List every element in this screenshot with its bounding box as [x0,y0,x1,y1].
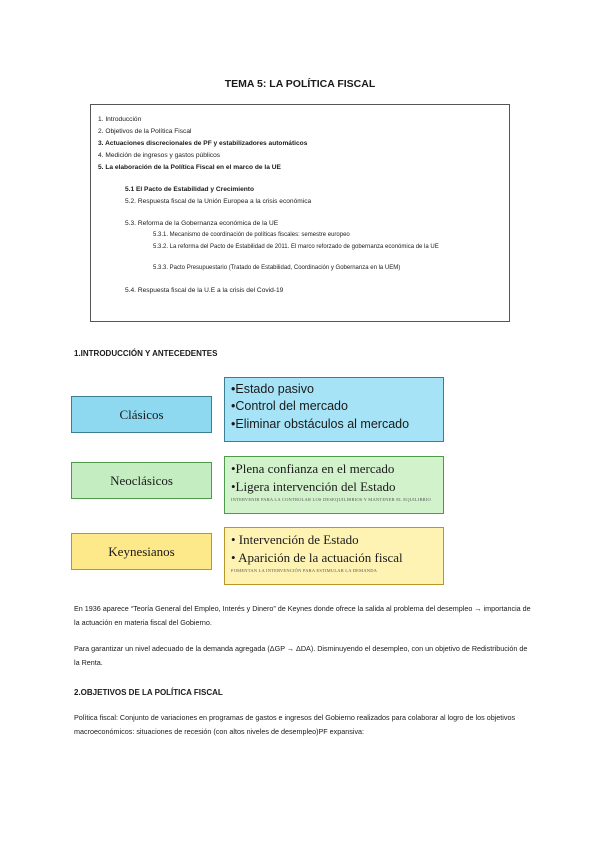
keynesians-description-box [224,527,444,585]
document-title: TEMA 5: LA POLÍTICA FISCAL [224,78,376,90]
classics-label-box: Clásicos [71,396,212,433]
toc-item: 5.3.3. Pacto Presupuestario (Tratado de Estabilidad, Coordinación y Gobernanza en la UEM) [153,265,401,271]
classics-item: •Estado pasivo [231,382,314,396]
toc-item: 5.3.1. Mecanismo de coordinación de políticas fiscales: semestre europeo [153,232,350,238]
classics-item: •Eliminar obstáculos al mercado [231,416,410,431]
toc-item: 5.1 El Pacto de Estabilidad y Crecimiento [125,186,254,193]
neoclassics-label-box: Neoclásicos [71,462,212,499]
toc-item: 5.3.2. La reforma del Pacto de Estabilidad de 2011. El marco reforzado de gobernanza económica de la UE [153,244,439,250]
table-of-contents [90,104,510,322]
toc-item: 5.4. Respuesta fiscal de la U.E a la crisis del Covid-19 [125,287,284,294]
toc-item: 3. Actuaciones discrecionales de PF y estabilizadores automáticos [98,140,308,147]
paragraph: En 1936 aparece “Teoría General del Empleo, Interés y Dinero” de Keynes donde ofrece la salida al problema del desempleo → importancia de la actuación en materia fiscal del Gobierno. [74,604,531,627]
neoclassics-item: •Ligera intervención del Estado [231,478,396,494]
neoclassics-note: INTERVENIR PARA LA CONTROLAR LOS DESEQUILIBRIOS Y MANTENER EL EQUILIBRIO [231,496,431,502]
keynesians-item: • Aparición de la actuación fiscal [231,549,403,565]
neoclassics-description-box [224,456,444,514]
keynesians-item: • Intervención de Estado [231,532,359,547]
toc-item: 5. La elaboración de la Política Fiscal en el marco de la UE [98,164,281,171]
section-heading: 2.OBJETIVOS DE LA POLÍTICA FISCAL [74,688,223,697]
toc-item: 1. Introducción [98,116,142,123]
toc-item: 4. Medición de ingresos y gastos públicos [98,152,221,159]
neoclassics-item: •Plena confianza en el mercado [231,461,395,476]
toc-item: 5.3. Reforma de la Gobernanza económica de la UE [125,220,279,227]
keynesians-note: FOMENTAN LA INTERVENCIÓN PARA ESTIMULAR LA DEMANDA [231,567,378,573]
classics-description-box [224,377,444,442]
toc-item: 5.2. Respuesta fiscal de la Unión Europea a la crisis económica [125,198,312,205]
toc-item: 2. Objetivos de la Política Fiscal [98,128,192,135]
section-heading: 1.INTRODUCCIÓN Y ANTECEDENTES [74,349,218,358]
paragraph: Para garantizar un nivel adecuado de la demanda agregada (ΔGP → ΔDA). Disminuyendo el desempleo, con un objetivo de Redistribución de la Renta. [74,644,528,667]
classics-item: •Control del mercado [231,399,348,414]
paragraph: Política fiscal: Conjunto de variaciones en programas de gastos e ingresos del Gobierno realizados para colaborar al logro de los objetivos macroeconómicos: situaciones de recesión (con altos niveles de desempleo)PF expansiva: [74,713,516,736]
keynesians-label-box: Keynesianos [71,533,212,570]
